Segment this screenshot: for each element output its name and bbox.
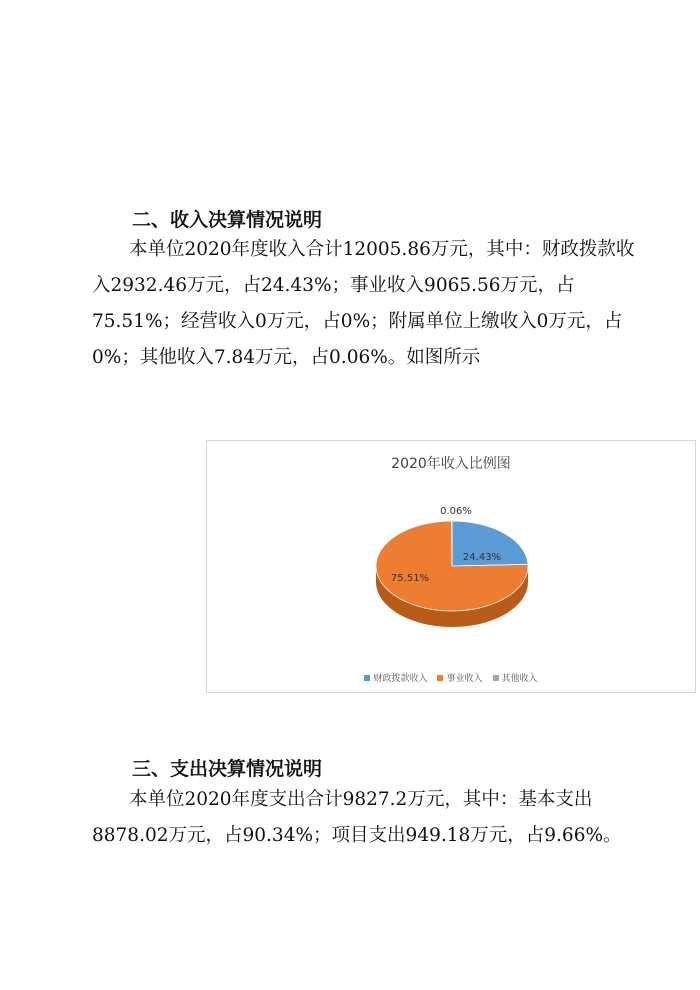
chart-legend bbox=[207, 671, 695, 684]
income-paragraph: 本单位2020年度收入合计12005.86万元，其中：财政拨款收入2932.46万元，占24.43%；事业收入9065.56万元，占75.51%；经营收入0万元，占0%；附属单位上缴收入0万元，占0%；其他收入7.84万元，占0.06%。如图所示 bbox=[92, 239, 635, 368]
legend-label-business: 事业收入 bbox=[446, 674, 483, 684]
legend-label-fiscal: 财政拨款收入 bbox=[373, 674, 428, 684]
pie-label-fiscal: 24.43% bbox=[462, 552, 502, 563]
pie-label-business: 75.51% bbox=[390, 573, 430, 584]
legend-swatch-business bbox=[437, 675, 443, 681]
legend-item-other bbox=[493, 671, 538, 684]
pie-label-other: 0.06% bbox=[440, 506, 472, 517]
pie-chart-svg bbox=[207, 441, 697, 694]
legend-label-other: 其他收入 bbox=[501, 674, 538, 684]
expenditure-paragraph: 本单位2020年度支出合计9827.2万元，其中：基本支出8878.02万元，占90.34%；项目支出949.18万元，占9.66%。 bbox=[92, 789, 622, 846]
legend-item-business bbox=[437, 671, 482, 684]
section-heading-income: 二、收入决算情况说明 bbox=[132, 209, 323, 231]
chart-title: 2020年收入比例图 bbox=[391, 456, 511, 472]
section-heading-expenditure: 三、支出决算情况说明 bbox=[132, 758, 323, 780]
legend-item-fiscal bbox=[364, 671, 427, 684]
income-pie-chart bbox=[206, 440, 696, 693]
legend-swatch-other bbox=[493, 675, 499, 681]
legend-swatch-fiscal bbox=[364, 675, 370, 681]
